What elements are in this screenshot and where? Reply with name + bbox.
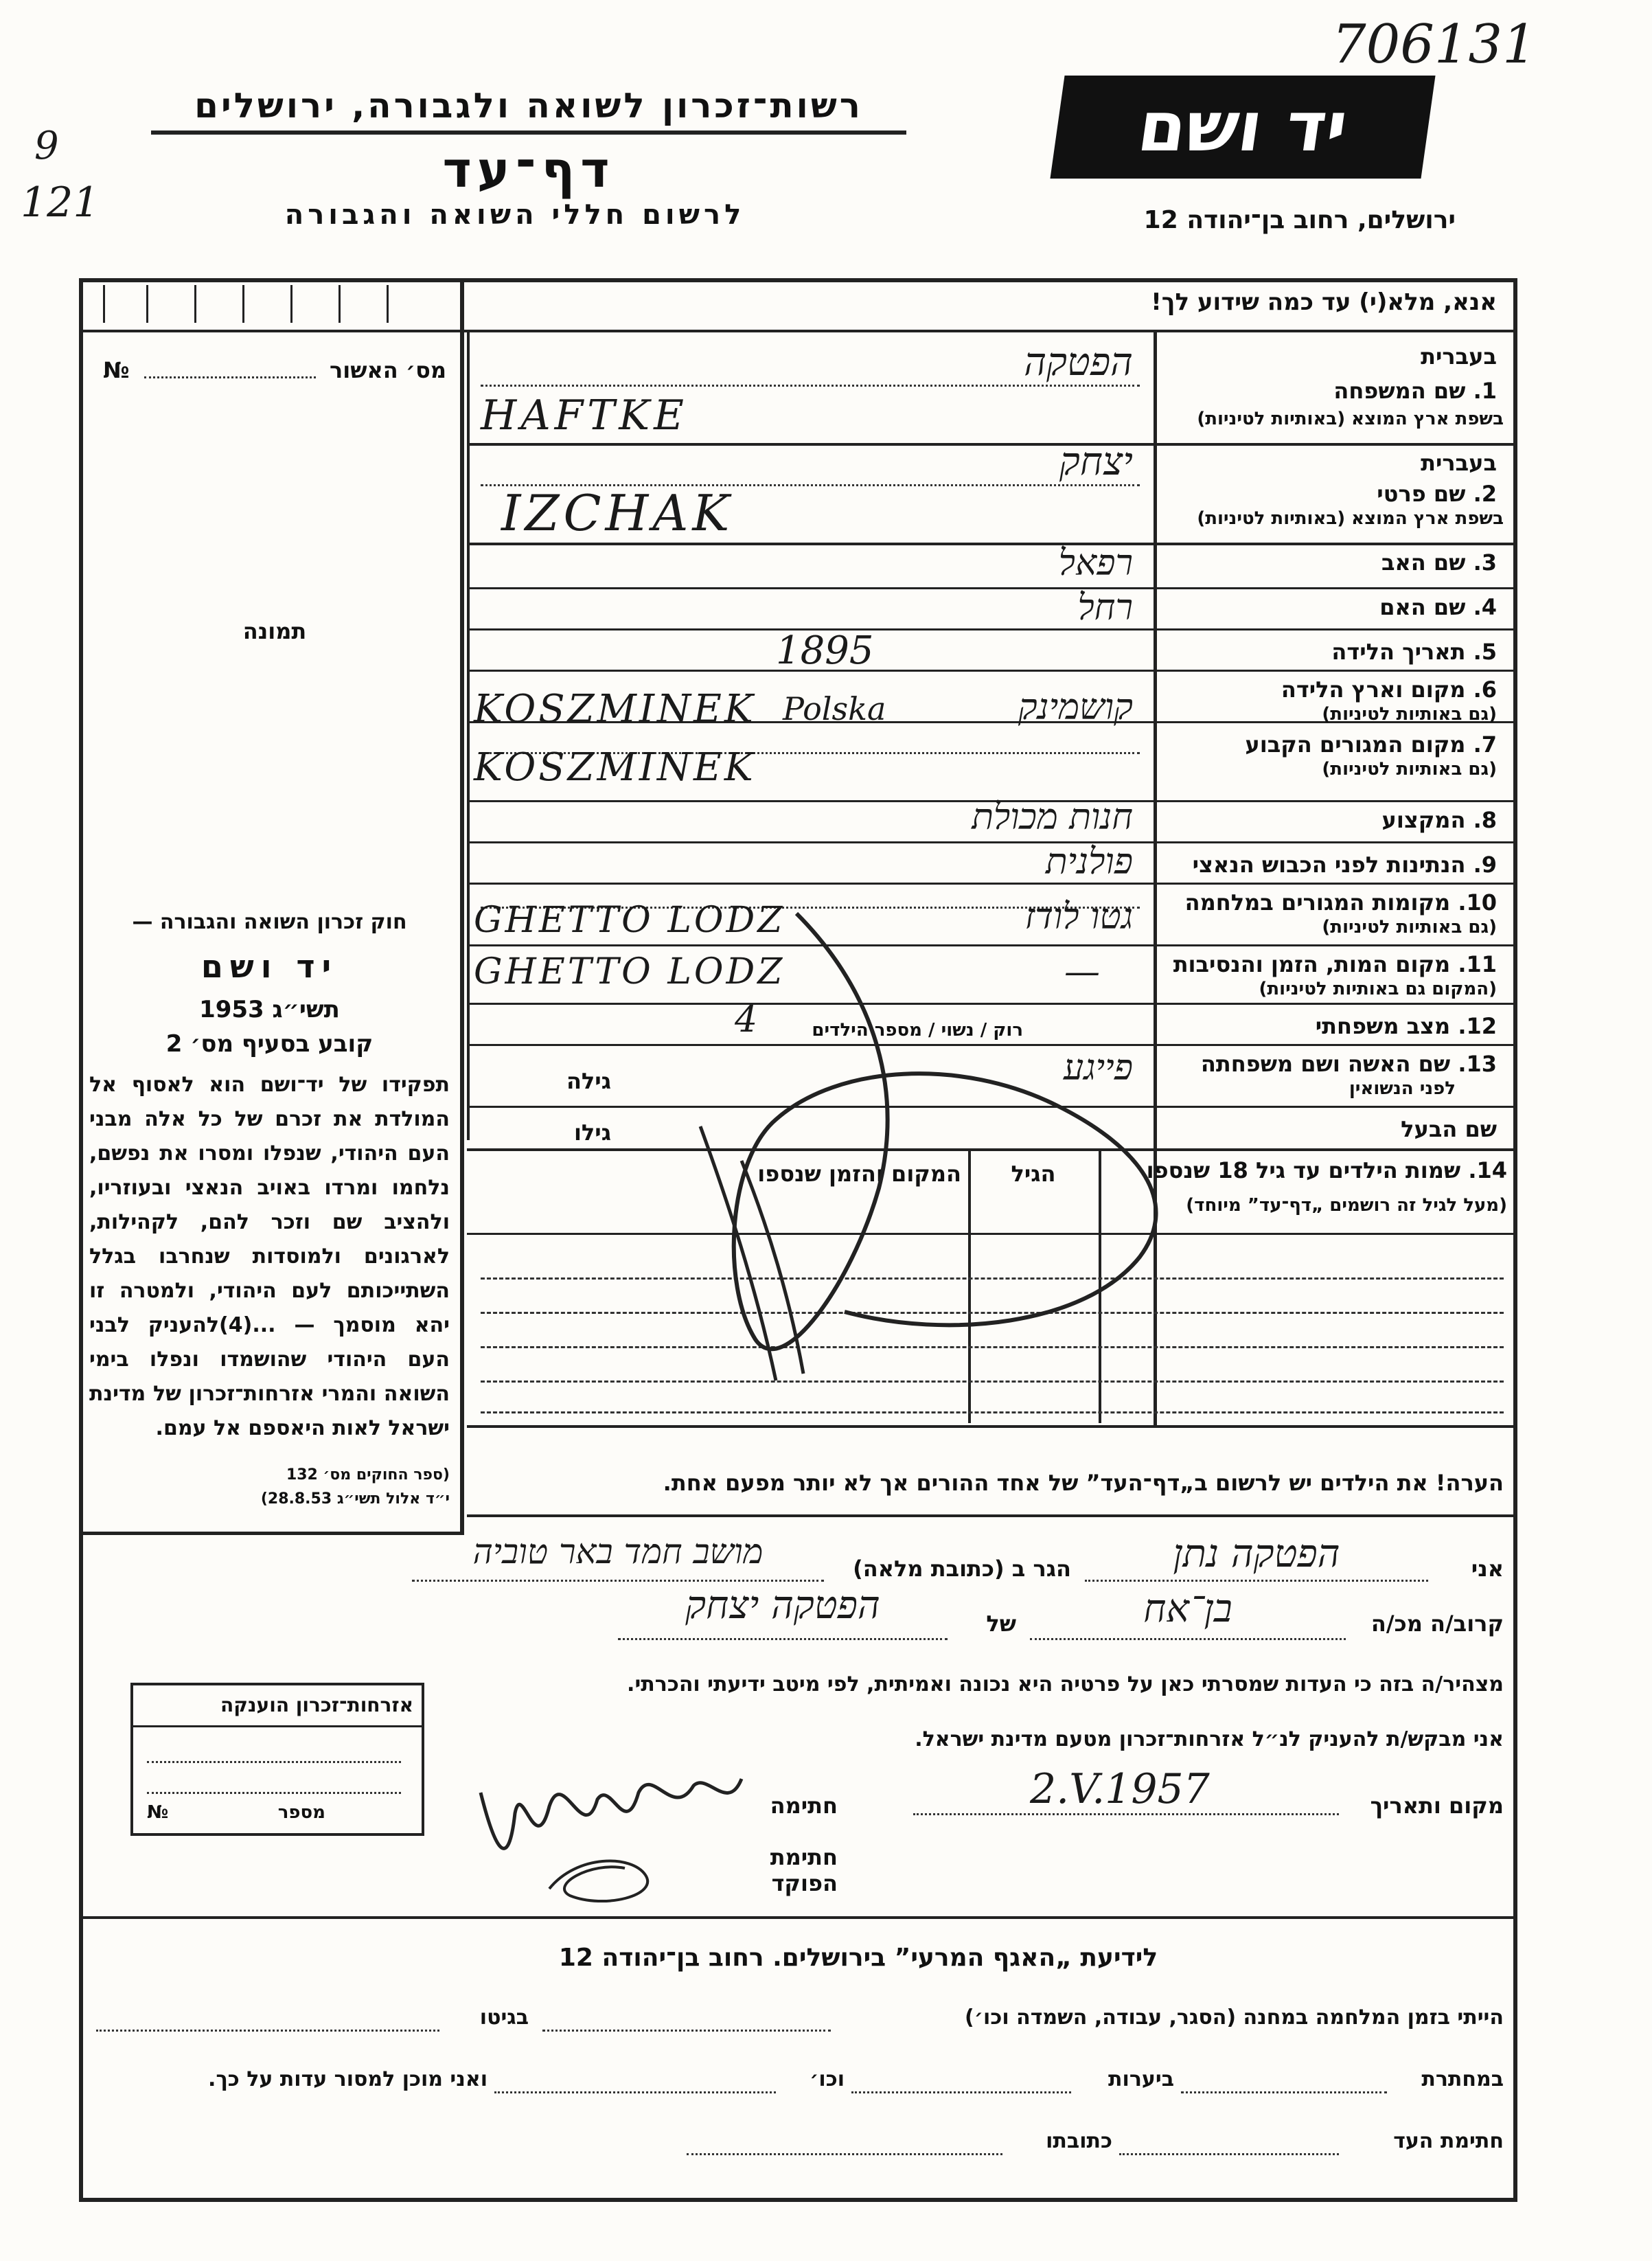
law-name: יד ושם <box>200 948 339 985</box>
memorial-box <box>130 1683 424 1836</box>
field-5-label <box>1167 639 1497 665</box>
row1-mid <box>481 385 1140 387</box>
bottom-line2-d: ואני מוכן למסור עדות על כך. <box>208 2067 487 2091</box>
frame-right <box>1513 278 1517 2201</box>
field-1-heb-value[interactable]: הפטקה <box>1024 340 1133 385</box>
husband-label: שם הבעל <box>1401 1116 1497 1142</box>
field-2-num: 2. <box>1473 481 1497 507</box>
decl-name-line <box>1085 1580 1428 1582</box>
field-2-heb-value[interactable]: יצחק <box>1059 440 1133 484</box>
decl-date-line <box>913 1813 1339 1815</box>
field-12-name: מצב משפחתי <box>1315 1013 1451 1039</box>
row-sep-3 <box>467 587 1517 589</box>
intro-instruction: אנא, מלא(י) עד כמה שידוע לך! <box>1151 288 1497 316</box>
row-sep-4 <box>467 628 1517 630</box>
field-3-num: 3. <box>1473 549 1497 576</box>
intro-divider <box>79 330 1517 332</box>
field-11-latin-value[interactable]: GHETTO LODZ <box>474 951 785 992</box>
memorial-box-title: אזרחות־זכרון הוענקה <box>220 1694 413 1716</box>
children-bottom <box>467 1425 1517 1428</box>
signature-scribble <box>467 1738 755 1916</box>
field-14-num: 14. <box>1468 1157 1507 1183</box>
field-7-latin-value[interactable]: KOSZMINEK <box>474 745 756 790</box>
field-3-value[interactable]: רפאל <box>1058 543 1133 584</box>
left-column-bottom <box>79 1532 463 1535</box>
bottom-line3-field-1[interactable] <box>1119 2153 1339 2155</box>
bottom-line1-b: בגיטו <box>479 2006 529 2030</box>
bottom-line2-field-2[interactable] <box>851 2091 1071 2093</box>
photo-label: תמונה <box>242 618 307 644</box>
field-10-num: 10. <box>1458 889 1497 916</box>
cross-out-scribble <box>618 900 1236 1394</box>
decl-resides-label: הגר ב (כתובת מלאה) <box>853 1556 1071 1582</box>
cert-number-label: מס׳ האשור <box>329 357 446 383</box>
memorial-box-line-2 <box>147 1792 401 1794</box>
husband-age-label: גילו <box>573 1120 611 1146</box>
field-12-num: 12. <box>1458 1013 1497 1039</box>
decl-address[interactable]: מושב חמד באר טוביה <box>472 1532 764 1571</box>
field-5-value[interactable]: 1895 <box>776 628 874 673</box>
law-text: תפקידו של יד־ושם הוא לאסוף אל המולדת את זכרם של כל אלה מבני העם היהודי, שנפלו ומסרו את נפשם, נלחמו ומרדו באויב הנאצי ובעוזריו, ולהציב שם וזכר להם, לקהילות, לארגונים ולמוסדות שנחרבו בגלל השתייכותם לעם היהודי, ולמטרה זו יהא מוסמך — ...(4)להעניק לבני העם היהודי שהושמדו ונפלו בימי השואה והמרי אזרחות־זכרון של מדינת ישראל לאות היאספם אל עמם. <box>89 1073 450 1440</box>
frame-top <box>79 278 1517 282</box>
decl-date[interactable]: 2.V.1957 <box>1030 1765 1210 1813</box>
field-10-latin-value[interactable]: GHETTO LODZ <box>474 900 785 941</box>
field-10-name: מקומות המגורים במלחמה <box>1184 889 1451 916</box>
margin-number-a: 9 <box>34 124 59 168</box>
decl-relation-label: קרוב/ה מכ/ה <box>1370 1611 1504 1637</box>
field-11-name: מקום המות, הזמן והנסיבות <box>1173 951 1451 977</box>
field-9-label <box>1167 852 1497 878</box>
field-1-name: שם המשפחה <box>1333 378 1466 404</box>
field-1-sub: בשפת ארץ המוצא (באותיות לטיניות) <box>1197 409 1504 429</box>
bottom-line2-b: ביערות <box>1108 2067 1174 2091</box>
frame-bottom <box>79 2198 1517 2202</box>
law-year: תשי״ג 1953 <box>199 996 340 1023</box>
field-1-num: 1. <box>1473 378 1497 404</box>
field-6-sub: (גם באותיות לטיניות) <box>1322 704 1497 725</box>
decl-filler-name[interactable]: הפטקה נתן <box>1173 1532 1340 1576</box>
bottom-line2-field-3[interactable] <box>494 2091 776 2093</box>
children-place-header: המקום והזמן שנספו <box>757 1161 961 1187</box>
decl-of: של <box>986 1611 1016 1637</box>
field-2-label <box>1167 481 1497 507</box>
decl-signature-label: חתימה <box>770 1793 838 1819</box>
field-7-name: מקום המגורים הקבוע <box>1245 731 1466 758</box>
decl-clerk-label: חתימת הפוקד <box>770 1844 838 1896</box>
decl-relation-line <box>1030 1638 1346 1640</box>
field-9-name: הנתינות לפני הכבוש הנאצי <box>1192 852 1466 878</box>
field-6-num: 6. <box>1473 677 1497 703</box>
field-1-latin-value[interactable]: HAFTKE <box>481 391 688 440</box>
field-13-name: שם האשה ושם משפחתה <box>1200 1051 1451 1077</box>
field-12-value[interactable]: 4 <box>735 999 758 1041</box>
law-source-1: (ספר החוקים מס׳ 132 <box>286 1466 450 1484</box>
field-9-num: 9. <box>1473 852 1497 878</box>
law-heading: חוק זכרון השואה והגבורה — <box>132 910 407 934</box>
field-8-name: המקצוע <box>1381 807 1466 833</box>
authority-underline <box>151 130 906 135</box>
field-10-heb-value[interactable]: גטו לודז <box>1024 896 1133 938</box>
field-2-latin-value[interactable]: IZCHAK <box>501 484 734 542</box>
bottom-line2-a: במחתרת <box>1421 2067 1504 2091</box>
field-13-sub: לפני הנשואין <box>1349 1078 1456 1099</box>
row-sep-5 <box>467 670 1517 672</box>
decl-relation[interactable]: בן־אח <box>1143 1587 1232 1631</box>
bottom-line2-c: וכו׳ <box>810 2067 845 2091</box>
cert-number-symbol: № <box>103 357 130 383</box>
bottom-line3-field-2[interactable] <box>687 2153 1002 2155</box>
cert-number-field[interactable] <box>144 376 316 378</box>
row-sep-9 <box>467 883 1517 885</box>
field-2-sub: בשפת ארץ המוצא (באותיות לטיניות) <box>1197 508 1504 529</box>
left-column-divider <box>460 278 464 1535</box>
bottom-line1-field[interactable] <box>542 2030 831 2032</box>
field-6-extra-value[interactable]: Polska <box>783 690 886 727</box>
field-6-latin-value[interactable]: KOSZMINEK <box>474 687 756 731</box>
field-9-value[interactable]: פולנית <box>1045 841 1133 883</box>
field-11-num: 11. <box>1458 951 1497 977</box>
address-heading: ירושלים, רחוב בן־יהודה 12 <box>1143 206 1456 234</box>
field-1-heb-label: בעברית <box>1421 343 1497 370</box>
children-row-5[interactable] <box>481 1411 1504 1413</box>
field-8-value[interactable]: חנות מכולת <box>972 797 1133 838</box>
field-1-label <box>1167 378 1497 404</box>
decl-statement: מצהיר/ה בזה כי העדות שמסרתי כאן על פרטיה היא נכונה ואמיתית, לפי מיטב ידיעתי והכרתי. <box>627 1672 1504 1696</box>
memorial-box-symbol: № <box>147 1802 169 1823</box>
field-8-label <box>1167 807 1497 833</box>
memorial-box-number: מספר <box>277 1802 325 1823</box>
memorial-box-line-1 <box>147 1761 401 1763</box>
field-5-name: תאריך הלידה <box>1331 639 1466 665</box>
law-source-2: י״ד אלול תשי״ג 28.8.53) <box>260 1490 450 1508</box>
bottom-line3-b: כתובתו <box>1046 2129 1112 2153</box>
field-6-heb-value[interactable]: קושמינק <box>1018 687 1133 728</box>
field-3-name: שם האב <box>1381 549 1466 576</box>
decl-address-line <box>412 1580 824 1582</box>
archive-number: 706131 <box>1332 14 1537 76</box>
bottom-line2-field-1[interactable] <box>1181 2091 1387 2093</box>
field-3-label <box>1167 549 1497 576</box>
margin-number-b: 121 <box>21 179 100 227</box>
field-4-label <box>1167 594 1497 620</box>
value-box-left <box>467 330 470 1140</box>
field-13-age-label: גילה <box>566 1068 611 1094</box>
children-age-header: הגיל <box>1011 1161 1056 1187</box>
field-4-name: שם האם <box>1379 594 1466 620</box>
decl-ani: אני <box>1471 1556 1504 1582</box>
decl-relative-line <box>618 1638 948 1640</box>
row-sep-2 <box>467 543 1517 545</box>
form-title: דף־עד <box>442 141 615 198</box>
field-7-num: 7. <box>1473 731 1497 758</box>
field-10-sub: (גם באותיות לטיניות) <box>1322 917 1497 938</box>
bottom-header: לידיעת „האגף המרעי” בירושלים. רחוב בן־יהודה 12 <box>558 1944 1158 1972</box>
decl-request: אני מבקש/ת להעניק לנ״ל אזרחות־זכרון מטעם מדינת ישראל. <box>915 1727 1504 1751</box>
field-6-name: מקום וארץ הלידה <box>1281 677 1466 703</box>
cert-boxes <box>103 285 448 323</box>
authority-heading: רשות־זכרון לשואה ולגבורה, ירושלים <box>194 86 863 126</box>
bottom-line3-a: חתימת העד <box>1393 2129 1504 2153</box>
field-13-value[interactable]: פייגע <box>1063 1047 1133 1089</box>
bottom-line1-a: הייתי בזמן המלחמה במחנה (הסגר, עבודה, השמדה וכו׳) <box>965 2006 1504 2030</box>
field-5-num: 5. <box>1473 639 1497 665</box>
field-7-sub: (גם באותיות לטיניות) <box>1322 759 1497 780</box>
field-14-name: שמות הילדים עד גיל 18 שנספו <box>1146 1157 1461 1183</box>
field-13-num: 13. <box>1458 1051 1497 1077</box>
field-11-sub: (המקום גם באותיות לטיניות) <box>1259 979 1497 999</box>
field-2-heb-label: בעברית <box>1421 450 1497 476</box>
decl-relative-name[interactable]: הפטקה יצחק <box>685 1583 880 1628</box>
field-4-num: 4. <box>1473 594 1497 620</box>
field-14-sub: (מעל לגיל זה רושמים „דף־עד” מיוחד) <box>1186 1195 1507 1216</box>
field-6-label <box>1167 677 1497 703</box>
field-4-value[interactable]: רחל <box>1077 587 1133 628</box>
frame-left <box>79 278 83 2201</box>
field-12-options: רוק / נשוי / מספר הילדים <box>812 1020 1023 1041</box>
note-text: הערה! את הילדים יש לרשום ב„דף־העד” של אחד ההורים אך לא יותר מפעם אחת. <box>663 1470 1504 1496</box>
field-7-label <box>1167 731 1497 758</box>
field-11-heb-value[interactable]: — <box>1064 951 1100 992</box>
law-clause: קובע בסעיף מס׳ 2 <box>165 1030 374 1058</box>
field-2-name: שם פרטי <box>1377 481 1466 507</box>
decl-place-date-label: מקום ותאריך <box>1370 1793 1504 1819</box>
yad-vashem-logo: יד ושם <box>1050 76 1435 179</box>
bottom-line1-field-2[interactable] <box>96 2030 439 2032</box>
form-subtitle: לרשום חללי השואה והגבורה <box>284 199 746 231</box>
note-divider <box>467 1514 1517 1517</box>
field-8-num: 8. <box>1473 807 1497 833</box>
bottom-section-divider <box>79 1916 1517 1919</box>
